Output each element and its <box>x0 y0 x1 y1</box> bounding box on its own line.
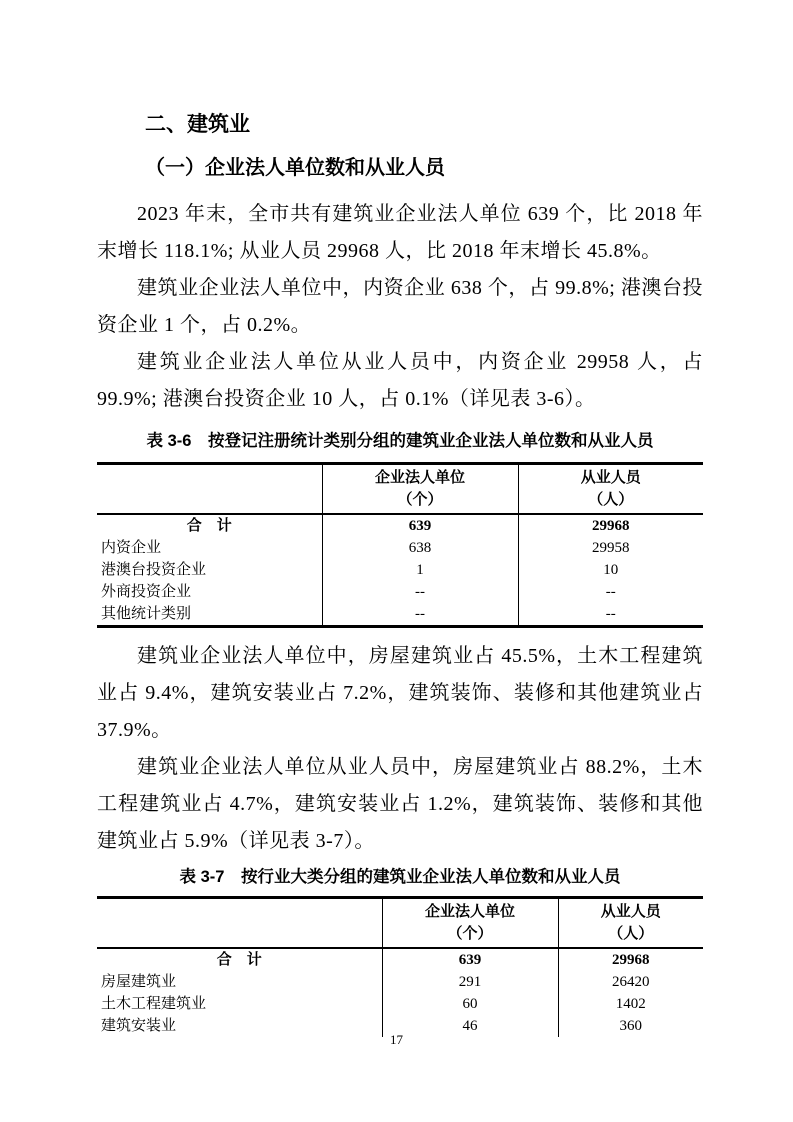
row-units-value: 639 <box>322 514 518 537</box>
paragraph-overview: 2023 年末，全市共有建筑业企业法人单位 639 个，比 2018 年末增长 118.1%; 从业人员 29968 人，比 2018 年末增长 45.8%。 <box>97 203 703 262</box>
row-label: 内资企业 <box>101 540 162 556</box>
row-persons-value: -- <box>518 581 703 603</box>
row-label: 土木工程建筑业 <box>101 996 207 1012</box>
col-units-title: 企业法人单位 <box>424 903 515 920</box>
row-units-value: 639 <box>382 948 558 971</box>
table-3-7-title: 表 3-7 按行业大类分组的建筑业企业法人单位数和从业人员 <box>179 868 621 886</box>
row-persons-value: 29968 <box>558 948 703 971</box>
row-label: 港澳台投资企业 <box>101 562 207 578</box>
row-label: 外商投资企业 <box>101 584 192 600</box>
col-units-unit: （个） <box>447 925 493 942</box>
table-row <box>97 971 703 993</box>
row-units-value: 60 <box>382 993 558 1015</box>
table-row <box>97 993 703 1015</box>
row-persons-value: 29968 <box>518 514 703 537</box>
table-3-6-col-persons <box>518 464 703 515</box>
paragraph-units-by-registration: 建筑业企业法人单位中，内资企业 638 个，占 99.8%; 港澳台投资企业 1 个，占 0.2%。 <box>97 277 703 336</box>
table-row <box>97 581 703 603</box>
table-3-7-col-persons <box>558 898 703 949</box>
row-label: 建筑安装业 <box>101 1018 177 1034</box>
table-3-7-header-row <box>97 898 703 949</box>
row-persons-value: 29958 <box>518 537 703 559</box>
subsection-heading: （一）企业法人单位数和从业人员 <box>145 157 445 179</box>
row-persons-value: 360 <box>558 1015 703 1037</box>
col-persons-unit: （人） <box>588 491 634 508</box>
row-persons-value: 10 <box>518 559 703 581</box>
table-3-6 <box>97 462 703 628</box>
row-units-value: 1 <box>322 559 518 581</box>
row-label: 合 计 <box>216 952 262 968</box>
table-3-6-header-row <box>97 464 703 515</box>
row-units-value: -- <box>322 603 518 627</box>
row-units-value: 46 <box>382 1015 558 1037</box>
page-number: 17 <box>390 1032 403 1047</box>
table-row <box>97 537 703 559</box>
section-heading: 二、建筑业 <box>145 112 250 136</box>
row-persons-value: 26420 <box>558 971 703 993</box>
row-units-value: 291 <box>382 971 558 993</box>
table-3-6-corner-cell <box>97 464 322 515</box>
table-3-6-col-units <box>322 464 518 515</box>
paragraph-employees-by-industry: 建筑业企业法人单位从业人员中，房屋建筑业占 88.2%，土木工程建筑业占 4.7%，建筑安装业占 1.2%，建筑装饰、装修和其他建筑业占 5.9%（详见表 3-7）。 <box>97 756 703 852</box>
row-units-value: 638 <box>322 537 518 559</box>
col-persons-unit: （人） <box>608 925 654 942</box>
table-row <box>97 948 703 971</box>
table-row <box>97 514 703 537</box>
col-units-unit: （个） <box>397 491 443 508</box>
table-row <box>97 559 703 581</box>
paragraph-employees-by-registration: 建筑业企业法人单位从业人员中，内资企业 29958 人，占 99.9%; 港澳台投资企业 10 人，占 0.1%（详见表 3-6）。 <box>97 351 703 410</box>
row-label: 房屋建筑业 <box>101 974 177 990</box>
row-units-value: -- <box>322 581 518 603</box>
paragraph-units-by-industry: 建筑业企业法人单位中，房屋建筑业占 45.5%，土木工程建筑业占 9.4%，建筑安装业占 7.2%，建筑装饰、装修和其他建筑业占 37.9%。 <box>97 645 703 741</box>
table-3-7-corner-cell <box>97 898 382 949</box>
col-units-title: 企业法人单位 <box>374 469 465 486</box>
table-3-7 <box>97 896 703 1037</box>
row-label: 合 计 <box>186 518 232 534</box>
row-persons-value: -- <box>518 603 703 627</box>
table-3-7-col-units <box>382 898 558 949</box>
row-label: 其他统计类别 <box>101 606 192 622</box>
col-persons-title: 从业人员 <box>580 469 641 486</box>
table-3-6-title: 表 3-6 按登记注册统计类别分组的建筑业企业法人单位数和从业人员 <box>146 432 654 450</box>
table-row <box>97 603 703 627</box>
col-persons-title: 从业人员 <box>600 903 661 920</box>
row-persons-value: 1402 <box>558 993 703 1015</box>
